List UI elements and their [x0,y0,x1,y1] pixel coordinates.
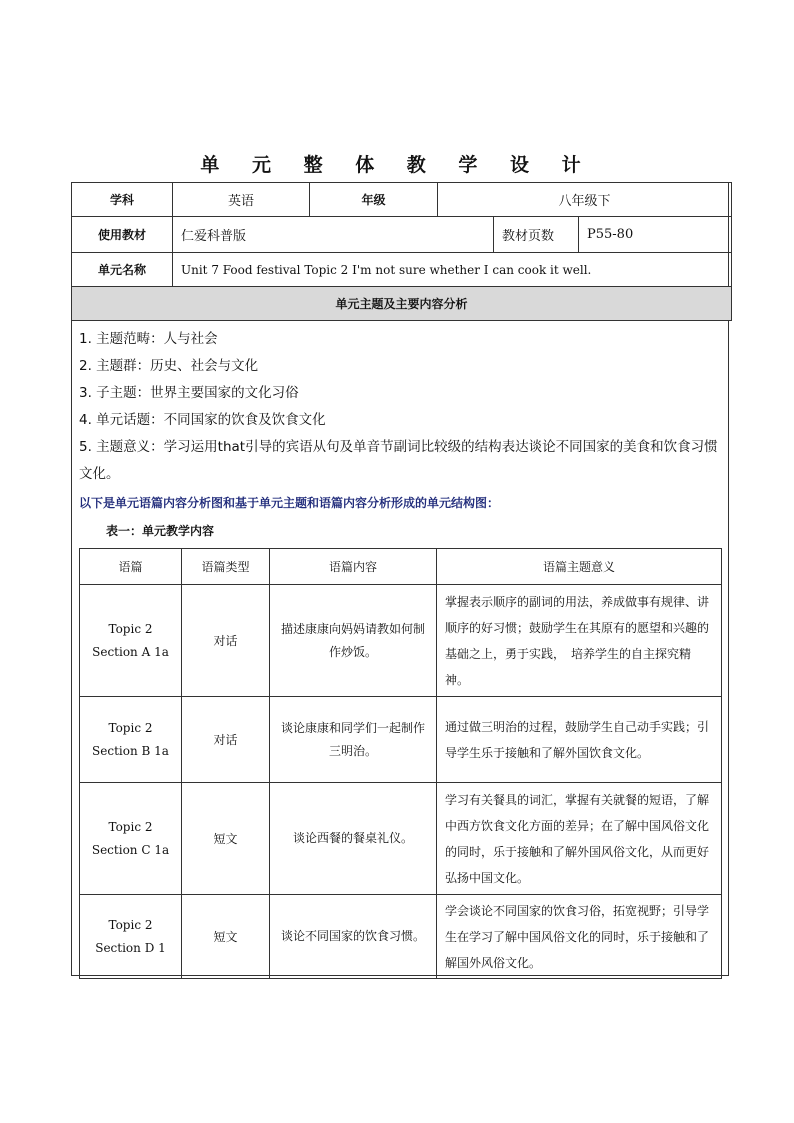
meaning-cell: 学习有关餐具的词汇，掌握有关就餐的短语，了解中西方饮食文化方面的差异；在了解中国风俗文化的同时，乐于接触和了解外国风俗文化，从而更好弘扬中国文化。 [437,783,722,895]
header-passage: 语篇 [80,549,182,585]
unit-value: Unit 7 Food festival Topic 2 I'm not sure whether I can cook it well. [173,253,732,287]
section-text: Section B 1a [92,743,169,758]
pages-value: P55-80 [579,217,732,253]
passage-cell [80,783,182,895]
meaning-cell: 掌握表示顺序的副词的用法，养成做事有规律、讲顺序的好习惯；鼓励学生在其原有的愿望和兴趣的基础之上，勇于实践， 培养学生的自主探究精神。 [437,585,722,697]
subject-value: 英语 [173,183,310,217]
theme-item: 1. 主题范畴：人与社会 [79,331,218,347]
theme-list [79,326,725,488]
topic-text: Topic 2 [108,917,153,932]
meta-table [71,182,732,321]
type-cell: 短文 [182,783,270,895]
table-row [80,895,722,979]
passage-cell [80,585,182,697]
table-caption: 表一：单元教学内容 [106,524,215,538]
meaning-cell: 通过做三明治的过程，鼓励学生自己动手实践；引导学生乐于接触和了解外国饮食文化。 [437,697,722,783]
table-row [80,783,722,895]
topic-text: Topic 2 [108,621,153,636]
subject-label: 学科 [72,183,173,217]
section-text: Section C 1a [91,842,170,857]
theme-item: 5. 主题意义：学习运用that引导的宾语从句及单音节副词比较级的结构表达谈论不同国家的美食和饮食习惯文化。 [79,439,718,482]
header-content: 语篇内容 [270,549,437,585]
passage-cell [80,895,182,979]
table-row [80,697,722,783]
theme-item: 2. 主题群：历史、社会与文化 [79,358,259,374]
passage-cell [80,697,182,783]
section-band: 单元主题及主要内容分析 [72,287,732,321]
section-text: Section D 1 [95,940,166,955]
topic-text: Topic 2 [108,720,153,735]
unit-label: 单元名称 [72,253,173,287]
section-text: Section A 1a [92,644,169,659]
grade-value: 八年级下 [438,183,732,217]
page-title: 单 元 整 体 教 学 设 计 [200,154,594,176]
theme-item: 3. 子主题：世界主要国家的文化习俗 [79,385,299,401]
topic-text: Topic 2 [108,819,153,834]
header-type: 语篇类型 [182,549,270,585]
theme-item: 4. 单元话题：不同国家的饮食及饮食文化 [79,412,326,428]
grade-label: 年级 [310,183,438,217]
header-meaning: 语篇主题意义 [437,549,722,585]
meaning-cell: 学会谈论不同国家的饮食习俗，拓宽视野；引导学生在学习了解中国风俗文化的同时，乐于接触和了解国外风俗文化。 [437,895,722,979]
type-cell: 对话 [182,585,270,697]
content-cell: 谈论西餐的餐桌礼仪。 [270,783,437,895]
type-cell: 对话 [182,697,270,783]
content-table [79,548,722,979]
textbook-value: 仁爱科普版 [173,217,494,253]
textbook-label: 使用教材 [72,217,173,253]
content-cell: 描述康康向妈妈请教如何制作炒饭。 [270,585,437,697]
content-cell: 谈论不同国家的饮食习惯。 [270,895,437,979]
pages-label: 教材页数 [494,217,579,253]
intro-text: 以下是单元语篇内容分析图和基于单元主题和语篇内容分析形成的单元结构图： [79,496,500,510]
table-row [80,585,722,697]
content-cell: 谈论康康和同学们一起制作三明治。 [270,697,437,783]
type-cell: 短文 [182,895,270,979]
